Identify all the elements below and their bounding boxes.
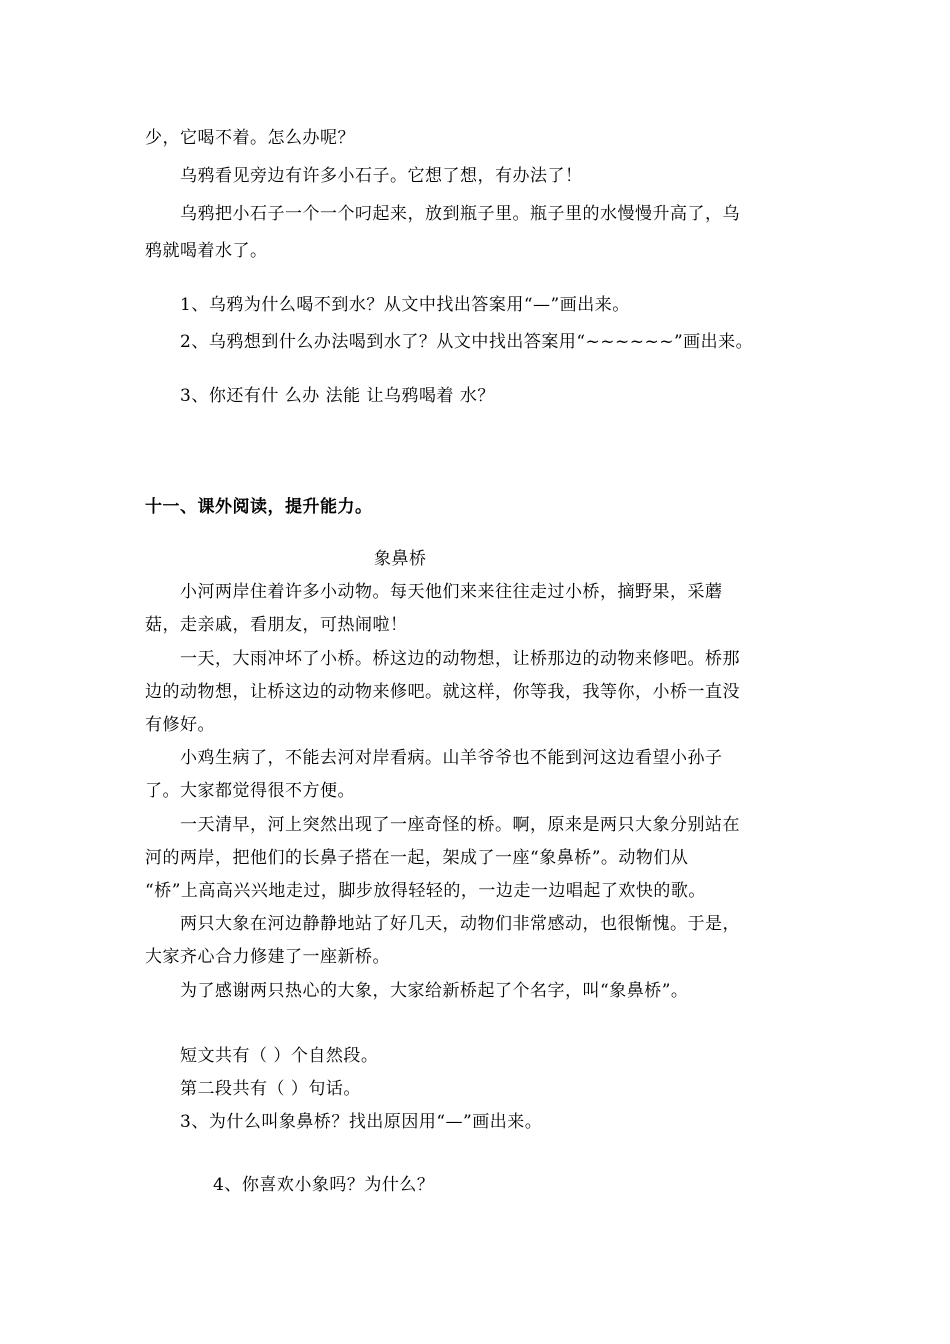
story-line: 乌鸦看见旁边有许多小石子。它想了想，有办法了！ — [180, 166, 583, 186]
passage-line: 有修好。 — [145, 715, 215, 735]
passage-line: 一天清早，河上突然出现了一座奇怪的桥。啊，原来是两只大象分别站在 — [180, 815, 740, 835]
question-item: 3、你还有什 么办 法能 让乌鸦喝着 水？ — [180, 386, 495, 406]
question-item: 第二段共有（ ）句话。 — [180, 1079, 361, 1099]
passage-line: 了。大家都觉得很不方便。 — [145, 781, 355, 801]
story-line: 乌鸦把小石子一个一个叼起来，放到瓶子里。瓶子里的水慢慢升高了，乌 — [180, 204, 740, 224]
passage-line: 菇，走亲戚，看朋友，可热闹啦！ — [145, 615, 408, 635]
passage-line: 为了感谢两只热心的大象，大家给新桥起了个名字，叫“象鼻桥”。 — [180, 981, 689, 1001]
question-item: 3、为什么叫象鼻桥？找出原因用“—”画出来。 — [180, 1112, 543, 1132]
question-item: 短文共有（ ）个自然段。 — [180, 1046, 379, 1066]
passage-line: 一天，大雨冲坏了小桥。桥这边的动物想，让桥那边的动物来修吧。桥那 — [180, 649, 740, 669]
passage-line: 小河两岸住着许多小动物。每天他们来来往往走过小桥，摘野果，采蘑 — [180, 582, 723, 602]
passage-line: 边的动物想，让桥这边的动物来修吧。就这样，你等我，我等你，小桥一直没 — [145, 682, 740, 702]
question-item: 1、乌鸦为什么喝不到水？从文中找出答案用“—”画出来。 — [180, 295, 630, 315]
passage-line: 两只大象在河边静静地站了好几天，动物们非常感动，也很惭愧。于是， — [180, 914, 740, 934]
passage-title: 象鼻桥 — [374, 549, 427, 569]
passage-line: 河的两岸，把他们的长鼻子搭在一起，架成了一座“象鼻桥”。动物们从 — [145, 848, 689, 868]
question-item: 2、乌鸦想到什么办法喝到水了？从文中找出答案用“~~~~~~”画出来。 — [180, 332, 754, 352]
story-line: 鸦就喝着水了。 — [145, 241, 268, 261]
story-line: 少，它喝不着。怎么办呢？ — [145, 128, 355, 148]
section-heading: 十一、课外阅读，提升能力。 — [145, 497, 373, 517]
passage-line: “桥”上高高兴兴地走过，脚步放得轻轻的，一边走一边唱起了欢快的歌。 — [145, 881, 706, 901]
passage-line: 小鸡生病了，不能去河对岸看病。山羊爷爷也不能到河这边看望小孙子 — [180, 748, 723, 768]
passage-line: 大家齐心合力修建了一座新桥。 — [145, 947, 390, 967]
question-item: 4、你喜欢小象吗？为什么？ — [213, 1175, 435, 1195]
